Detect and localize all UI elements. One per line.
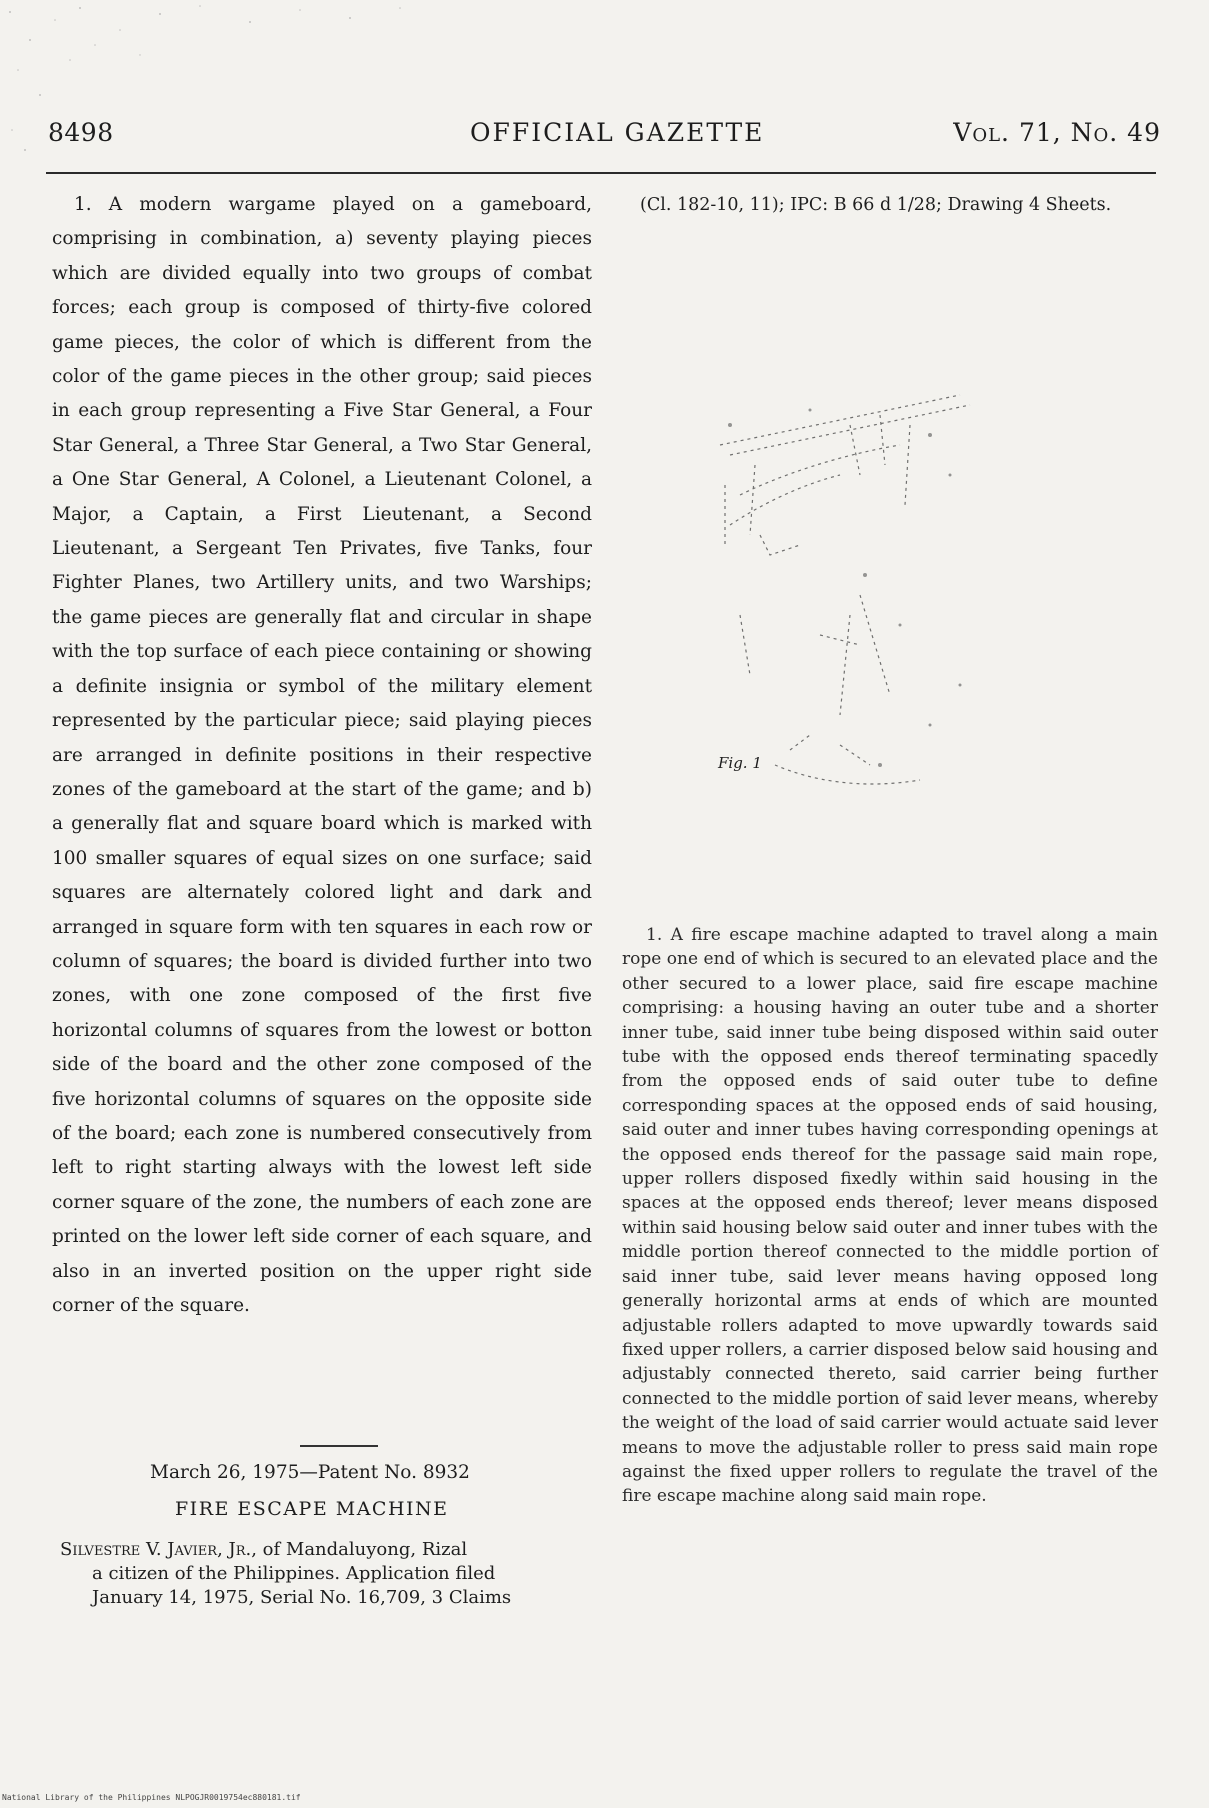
- applicant-residence: , of Mandaluyong, Rizal: [251, 1539, 468, 1560]
- publication-title: OFFICIAL GAZETTE: [470, 118, 765, 147]
- fire-escape-claim-text: 1. A fire escape machine adapted to travel along a main rope one end of which is secured to an elevated place and the other secured to a lower place, said fire escape machine comprising: a housing having an outer tube and a shorter inner tube, said inner tube being disposed within said outer tube with the opposed ends thereof terminating spacedly from the opposed ends of said outer tube to define corresponding spaces at the opposed ends of said housing, said outer and inner tubes having corresponding openings at the opposed ends thereof for the passage said main rope, upper rollers disposed fixedly within said housing in the spaces at the opposed ends thereof; lever means disposed within said housing below said outer and inner tubes with the middle portion thereof connected to the middle portion of said inner tube, said lever means having opposed long generally horizontal arms at ends of which are mounted adjustable rollers adapted to move upwardly towards said fixed upper rollers, a carrier disposed below said housing and adjustably connected thereto, said carrier being further connected to the middle portion of said lever means, whereby the weight of the load of said carrier would actuate said lever means to move the adjustable roller to press said main rope against the fixed upper rollers to regulate the travel of the fire escape machine along said main rope.: [622, 925, 1158, 1507]
- volume-number: Vol. 71, No. 49: [953, 118, 1161, 147]
- patent-title: FIRE ESCAPE MACHINE: [175, 1498, 449, 1520]
- wargame-claim-text: 1. A modern wargame played on a gameboard, comprising in combination, a) seventy playing pieces which are divided equally into two groups of combat forces; each group is composed of thirty-five colored game pieces, the color of which is different from the color of the game pieces in the other group; said pieces in each group representing a Five Star General, a Four Star General, a Three Star General, a Two Star General, a One Star General, A Colonel, a Lieutenant Colonel, a Major, a Captain, a First Lieutenant, a Second Lieutenant, a Sergeant Ten Privates, five Tanks, four Fighter Planes, two Artillery units, and two Warships; the game pieces are generally flat and circular in shape with the top surface of each piece containing or showing a definite insignia or symbol of the military element represented by the particular piece; said playing pieces are arranged in definite positions in their respective zones of the gameboard at the start of the game; and b) a generally flat and square board which is marked with 100 smaller squares of equal sizes on one surface; said squares are alternately colored light and dark and arranged in square form with ten squares in each row or column of squares; the board is divided further into two zones, with one zone composed of the first five horizontal columns of squares from the lowest or botton side of the board and the other zone composed of the five horizontal columns of squares on the opposite side of the board; each zone is numbered consecutively from left to right starting always with the lowest left side corner square of the zone, the numbers of each zone are printed on the lower left side corner of each square, and also in an inverted position on the upper right side corner of the square.: [52, 194, 592, 1316]
- patent-classification: (Cl. 182-10, 11); IPC: B 66 d 1/28; Drawing 4 Sheets.: [640, 195, 1112, 215]
- header-rule: [46, 172, 1156, 174]
- patent-applicant: [60, 1538, 595, 1610]
- figure-label: Fig. 1: [718, 754, 762, 772]
- applicant-citizenship: a citizen of the Philippines. Application filed: [92, 1563, 496, 1584]
- scan-identifier: National Library of the Philippines NLPOGJR0019754ec880181.tif: [2, 1793, 301, 1802]
- patent-date-line: March 26, 1975—Patent No. 8932: [150, 1462, 470, 1483]
- page-number: 8498: [48, 118, 114, 147]
- wargame-claim-column: [52, 188, 592, 1323]
- fire-escape-claim-column: [622, 923, 1158, 1509]
- section-divider: [300, 1445, 378, 1447]
- applicant-name: Silvestre V. Javier, Jr.: [60, 1539, 252, 1560]
- application-filing: January 14, 1975, Serial No. 16,709, 3 Claims: [92, 1587, 512, 1608]
